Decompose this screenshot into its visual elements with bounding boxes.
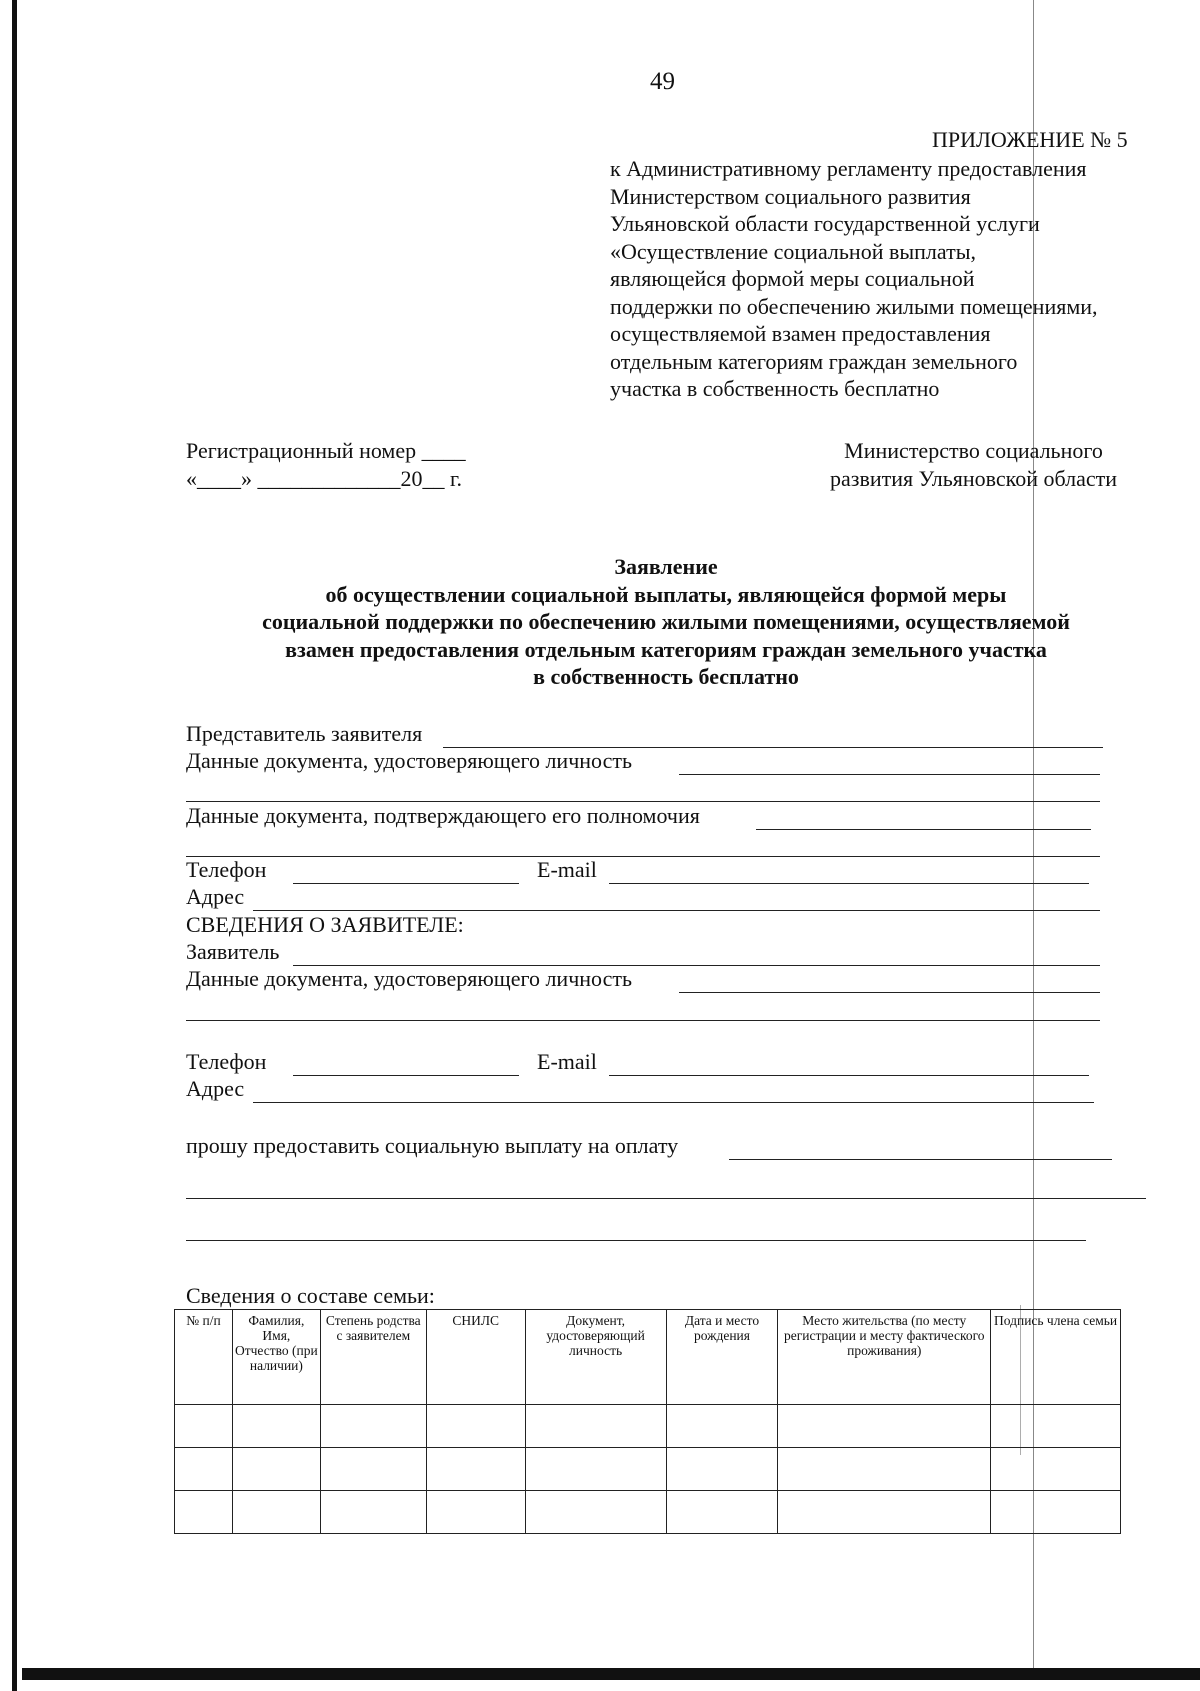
column-header: Документ, удостоверяющий личность (525, 1310, 666, 1405)
table-cell[interactable] (232, 1448, 320, 1491)
table-cell[interactable] (232, 1491, 320, 1534)
reference-line: осуществляемой взамен предоставления (610, 321, 991, 346)
column-header: Дата и место рождения (666, 1310, 778, 1405)
table-cell[interactable] (232, 1405, 320, 1448)
table-cell[interactable] (320, 1491, 426, 1534)
table-cell[interactable] (426, 1448, 525, 1491)
scan-edge-bottom (22, 1668, 1200, 1680)
applicant-phone-label: Телефон (186, 1049, 267, 1074)
title-heading: Заявление (614, 554, 718, 579)
table-row (175, 1448, 1121, 1491)
applicant-id-doc-label: Данные документа, удостоверяющего личность (186, 966, 633, 991)
table-cell[interactable] (525, 1491, 666, 1534)
table-cell[interactable] (320, 1448, 426, 1491)
applicant-address-field[interactable] (253, 1102, 1094, 1103)
representative-label: Представитель заявителя (186, 721, 423, 746)
reference-line: Ульяновской области государственной услуги (610, 211, 1040, 236)
table-cell[interactable] (991, 1448, 1121, 1491)
table-cell[interactable] (778, 1448, 991, 1491)
family-section-label: Сведения о составе семьи: (186, 1283, 435, 1308)
representative-id-doc-field[interactable] (679, 774, 1100, 775)
column-header: Подпись члена семьи (991, 1310, 1121, 1405)
title-line: в собственность бесплатно (533, 664, 799, 689)
applicant-address-label: Адрес (186, 1076, 245, 1101)
reference-line: «Осуществление социальной выплаты, (610, 238, 976, 264)
document-title (186, 553, 1146, 691)
appendix-reference (610, 155, 1170, 403)
applicant-label: Заявитель (186, 939, 280, 964)
request-label: прошу предоставить социальную выплату на оплату (186, 1133, 679, 1158)
table-cell[interactable] (991, 1405, 1121, 1448)
column-header: Степень родства с заявителем (320, 1310, 426, 1405)
table-cell[interactable] (666, 1405, 778, 1448)
reference-line: являющейся формой меры социальной (610, 266, 975, 291)
table-cell[interactable] (320, 1405, 426, 1448)
applicant-section-title: СВЕДЕНИЯ О ЗАЯВИТЕЛЕ: (186, 912, 464, 937)
table-cell[interactable] (525, 1448, 666, 1491)
reference-line: к Административному регламенту предоставления (610, 156, 1087, 181)
representative-email-field[interactable] (609, 883, 1089, 884)
registration-number[interactable]: Регистрационный номер ____ (186, 438, 466, 463)
table-cell[interactable] (426, 1491, 525, 1534)
registration-date[interactable]: «____» _____________20__ г. (186, 466, 463, 491)
table-cell[interactable] (175, 1405, 233, 1448)
title-line: взамен предоставления отдельным категориям граждан земельного участка (285, 636, 1047, 662)
table-cell[interactable] (778, 1405, 991, 1448)
representative-phone-label: Телефон (186, 857, 267, 882)
registration-block (186, 437, 466, 493)
applicant-id-doc-field[interactable] (679, 992, 1100, 993)
applicant-email-label: E-mail (537, 1049, 597, 1074)
representative-phone-field[interactable] (293, 883, 519, 884)
table-cell[interactable] (426, 1405, 525, 1448)
representative-email-label: E-mail (537, 857, 597, 882)
appendix-title: ПРИЛОЖЕНИЕ № 5 (932, 127, 1128, 152)
applicant-email-field[interactable] (609, 1075, 1089, 1076)
column-header: Фамилия, Имя, Отчество (при наличии) (232, 1310, 320, 1405)
representative-address-label: Адрес (186, 884, 245, 909)
representative-authority-doc-field[interactable] (756, 829, 1091, 830)
representative-id-doc-field-cont[interactable] (186, 801, 1100, 802)
family-table (174, 1309, 1121, 1534)
reference-line: поддержки по обеспечению жилыми помещениями, (610, 293, 1098, 319)
request-field[interactable] (729, 1159, 1112, 1160)
column-header: Место жительства (по месту регистрации и месту фактического проживания) (778, 1310, 991, 1405)
table-cell[interactable] (175, 1491, 233, 1534)
representative-address-field[interactable] (253, 910, 1100, 911)
scan-edge-left (12, 0, 17, 1691)
table-cell[interactable] (175, 1448, 233, 1491)
table-cell[interactable] (666, 1491, 778, 1534)
title-line: об осуществлении социальной выплаты, являющейся формой меры (325, 581, 1007, 607)
request-field-cont[interactable] (186, 1240, 1086, 1241)
table-header-row (175, 1310, 1121, 1405)
recipient-line: Министерство социального (844, 438, 1103, 463)
table-row (175, 1491, 1121, 1534)
recipient-block (830, 437, 1117, 493)
representative-authority-doc-label: Данные документа, подтверждающего его полномочия (186, 803, 700, 828)
title-line: социальной поддержки по обеспечению жилыми помещениями, осуществляемой (262, 609, 1070, 634)
table-cell[interactable] (666, 1448, 778, 1491)
table-cell[interactable] (525, 1405, 666, 1448)
request-field-cont[interactable] (186, 1198, 1146, 1199)
recipient-line: развития Ульяновской области (830, 466, 1118, 491)
reference-line: участка в собственность бесплатно (610, 376, 940, 401)
page-number: 49 (650, 68, 675, 95)
table-cell[interactable] (778, 1491, 991, 1534)
representative-id-doc-label: Данные документа, удостоверяющего личность (186, 748, 633, 773)
representative-authority-doc-field-cont[interactable] (186, 856, 1100, 857)
reference-line: Министерством социального развития (610, 183, 971, 209)
table-row (175, 1405, 1121, 1448)
column-header: СНИЛС (426, 1310, 525, 1405)
column-header: № п/п (175, 1310, 233, 1405)
applicant-id-doc-field-cont[interactable] (186, 1020, 1100, 1021)
reference-line: отдельным категориям граждан земельного (610, 348, 1018, 374)
table-cell[interactable] (991, 1491, 1121, 1534)
applicant-phone-field[interactable] (293, 1075, 519, 1076)
